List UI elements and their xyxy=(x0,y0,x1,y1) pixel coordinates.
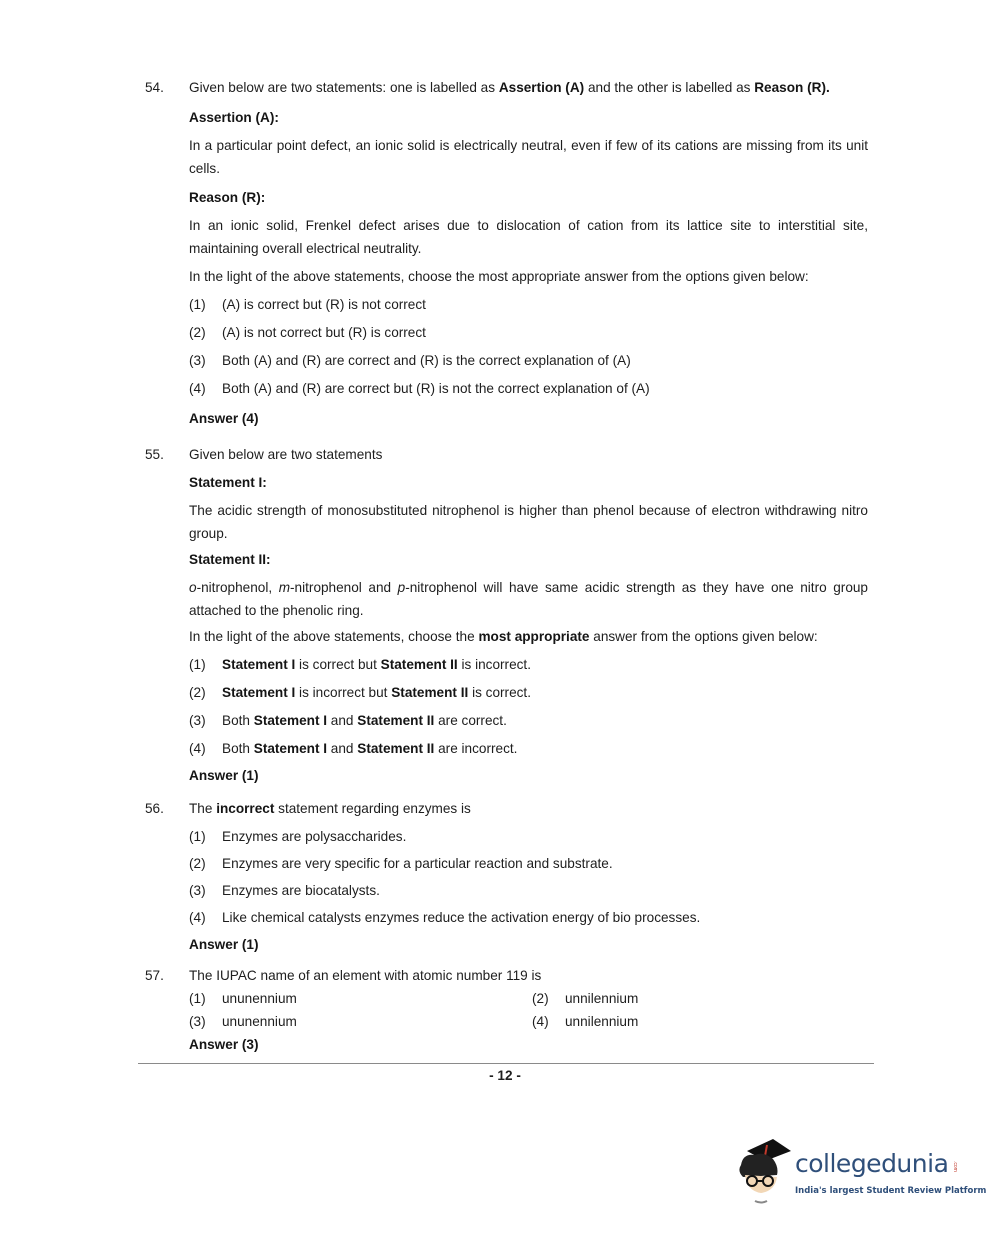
option-2: (2) unnilennium xyxy=(532,991,639,1006)
option-4: (4) Both Statement I and Statement II are incorrect. xyxy=(189,741,518,756)
option-4: (4) Like chemical catalysts enzymes reduce the activation energy of bio processes. xyxy=(189,910,701,925)
reason-label: Reason (R): xyxy=(189,190,266,205)
answer: Answer (1) xyxy=(189,937,259,952)
mascot-icon xyxy=(733,1137,795,1207)
logo-tagline: India's largest Student Review Platform xyxy=(795,1186,987,1196)
question-intro: Given below are two statements: one is labelled as Assertion (A) and the other is labelled as Reason (R). xyxy=(189,80,830,95)
question-intro: The incorrect statement regarding enzymes is xyxy=(189,801,471,816)
assertion-label: Assertion (A): xyxy=(189,110,279,125)
answer: Answer (4) xyxy=(189,411,259,426)
option-3: (3) Both Statement I and Statement II are correct. xyxy=(189,713,507,728)
assertion-text: In a particular point defect, an ionic solid is electrically neutral, even if few of its cations are missing from its unit cells. xyxy=(189,138,868,176)
question-intro: Given below are two statements xyxy=(189,447,383,462)
question-prompt: In the light of the above statements, choose the most appropriate answer from the options given below: xyxy=(189,629,818,644)
option-2: (2) (A) is not correct but (R) is correct xyxy=(189,325,426,340)
question-number: 56. xyxy=(145,801,164,816)
statement-1-text: The acidic strength of monosubstituted nitrophenol is higher than phenol because of electron withdrawing nitro group. xyxy=(189,503,868,541)
option-4: (4) Both (A) and (R) are correct but (R) is not the correct explanation of (A) xyxy=(189,381,650,396)
option-3: (3) ununennium xyxy=(189,1014,297,1029)
option-1: (1) Statement I is correct but Statement II is incorrect. xyxy=(189,657,531,672)
option-4: (4) unnilennium xyxy=(532,1014,639,1029)
footer-divider xyxy=(138,1063,874,1064)
statement-2-text: o-nitrophenol, m-nitrophenol and p-nitrophenol will have same acidic strength as they have one nitro group attached to the phenolic ring. xyxy=(189,580,868,618)
option-1: (1) (A) is correct but (R) is not correct xyxy=(189,297,426,312)
option-1: (1) Enzymes are polysaccharides. xyxy=(189,829,407,844)
option-1: (1) ununennium xyxy=(189,991,297,1006)
logo-brand: collegedunia xyxy=(795,1149,949,1178)
option-3: (3) Both (A) and (R) are correct and (R) is the correct explanation of (A) xyxy=(189,353,631,368)
question-number: 54. xyxy=(145,80,164,95)
reason-text: In an ionic solid, Frenkel defect arises due to dislocation of cation from its lattice site to interstitial site, maintaining overall electrical neutrality. xyxy=(189,218,868,256)
question-intro: The IUPAC name of an element with atomic number 119 is xyxy=(189,968,542,983)
logo-dotcom: .com xyxy=(952,1161,958,1172)
statement-1-label: Statement I: xyxy=(189,475,267,490)
question-number: 57. xyxy=(145,968,164,983)
option-2: (2) Enzymes are very specific for a particular reaction and substrate. xyxy=(189,856,613,871)
answer: Answer (1) xyxy=(189,768,259,783)
statement-2-label: Statement II: xyxy=(189,552,271,567)
page-number: - 12 - xyxy=(489,1068,521,1083)
option-3: (3) Enzymes are biocatalysts. xyxy=(189,883,380,898)
answer: Answer (3) xyxy=(189,1037,259,1052)
question-prompt: In the light of the above statements, choose the most appropriate answer from the options given below: xyxy=(189,269,809,284)
collegedunia-logo xyxy=(733,1137,987,1207)
option-2: (2) Statement I is incorrect but Statement II is correct. xyxy=(189,685,531,700)
question-number: 55. xyxy=(145,447,164,462)
